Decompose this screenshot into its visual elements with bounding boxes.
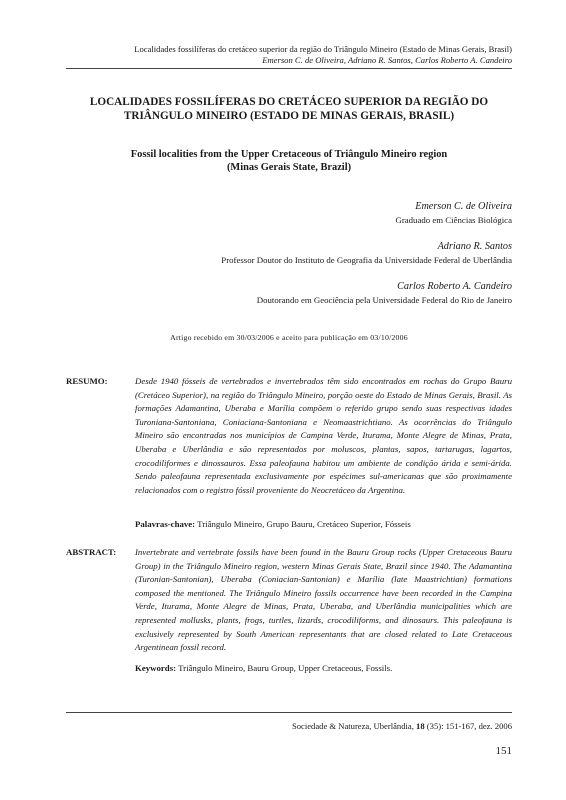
keywords-label: Keywords: <box>135 663 177 673</box>
keywords-text: Triângulo Mineiro, Grupo Bauru, Cretáceo Superior, Fósseis <box>197 519 411 529</box>
page-number: 151 <box>495 745 512 757</box>
received-date-note: Artigo recebido em 30/03/2006 e aceito para publicação em 03/10/2006 <box>170 333 408 342</box>
keywords-label: Palavras-chave: <box>135 519 196 529</box>
journal-citation <box>292 721 512 732</box>
journal-volume: 18 <box>416 721 425 731</box>
abstract-label: ABSTRACT: <box>66 547 117 557</box>
running-header-title: Localidades fossilíferas do cretáceo superior da região do Triângulo Mineiro (Estado de Minas Gerais, Brasil) <box>134 44 512 54</box>
article-title-line1: LOCALIDADES FOSSILÍFERAS DO CRETÁCEO SUPERIOR DA REGIÃO DO <box>89 96 489 108</box>
author-name: Carlos Roberto A. Candeiro <box>397 281 512 292</box>
article-title-line2: TRIÂNGULO MINEIRO (ESTADO DE MINAS GERAIS, BRASIL) <box>123 110 455 122</box>
journal-issue-pages: (35): 151-167, dez. 2006 <box>426 721 512 731</box>
author-affiliation: Graduado em Ciências Biológica <box>395 215 512 225</box>
author-name: Emerson C. de Oliveira <box>415 201 512 212</box>
journal-name: Sociedade & Natureza, Uberlândia, <box>291 721 414 731</box>
footer-rule <box>66 712 512 713</box>
keywords-text: Triângulo Mineiro, Bauru Group, Upper Cretaceous, Fossils. <box>178 663 393 673</box>
author-affiliation: Professor Doutor do Instituto de Geografia da Universidade Federal de Uberlândia <box>221 255 512 265</box>
author-name: Adriano R. Santos <box>437 241 512 252</box>
article-title-english-line1: Fossil localities from the Upper Cretaceous of Triângulo Mineiro region <box>130 149 448 160</box>
running-header-authors: Emerson C. de Oliveira, Adriano R. Santos, Carlos Roberto A. Candeiro <box>262 55 512 65</box>
resumo-label: RESUMO: <box>66 376 108 386</box>
abstract-keywords <box>135 662 512 676</box>
article-title-english-line2: (Minas Gerais State, Brazil) <box>226 162 352 173</box>
resumo-keywords <box>135 518 512 532</box>
abstract-text: Invertebrate and vertebrate fossils have been found in the Bauru Group rocks (Upper Cretaceous Bauru Group) in the Triângulo Mineiro region, western Minas Gerais State, Brazil since 1940. The Adamantina (Turonian-Santonian), Uberaba (Coniacian-Santonian) e Marília (late Maastrichtian) formations composed the mentioned. The Triângulo Mineiro fossils occurrence have been recorded in the Campina Verde, Iturama, Monte Alegre de Minas, Prata, Uberaba, and Uberlândia municipalities which are represented mollusks, plants, frogs, turtles, lizards, crocodiliforms, and dinosaurs. This paleofauna is exclusively represented by South American representants that are closed related to Late Cretaceous Argentinean fossil record. <box>135 547 512 653</box>
header-rule <box>66 68 512 69</box>
resumo-text: Desde 1940 fósseis de vertebrados e invertebrados têm sido encontrados em rochas do Grupo Bauru (Cretáceo Superior), na região do Triângulo Mineiro, porção oeste do Estado de Minas Gerais, Brasil. As formações Adamantina, Uberaba e Marília compõem o referido grupo sendo suas respectivas idades Turoniana-Santoniana, Coniaciana-Santoniana e Neomaastrichtiano. As ocorrências do Triângulo Mineiro são encontradas nos municípios de Campina Verde, Ituramа, Monte Alegre de Minas, Prata, Uberaba e Uberlândia e são representados por moluscos, plantas, sapos, tartarugas, lagartos, crocodiliformes e dinossauros. Essa paleofauna habitou um ambiente de condição árida e semi-árida. Sendo paleofauna representada exclusivamente por espécimes sul-americanas que são proximamente relacionados com o registro fóssil proveniente do Neocretáceo da Argentina. <box>135 376 512 495</box>
author-affiliation: Doutorando em Geociência pela Universidade Federal do Rio de Janeiro <box>256 295 512 305</box>
